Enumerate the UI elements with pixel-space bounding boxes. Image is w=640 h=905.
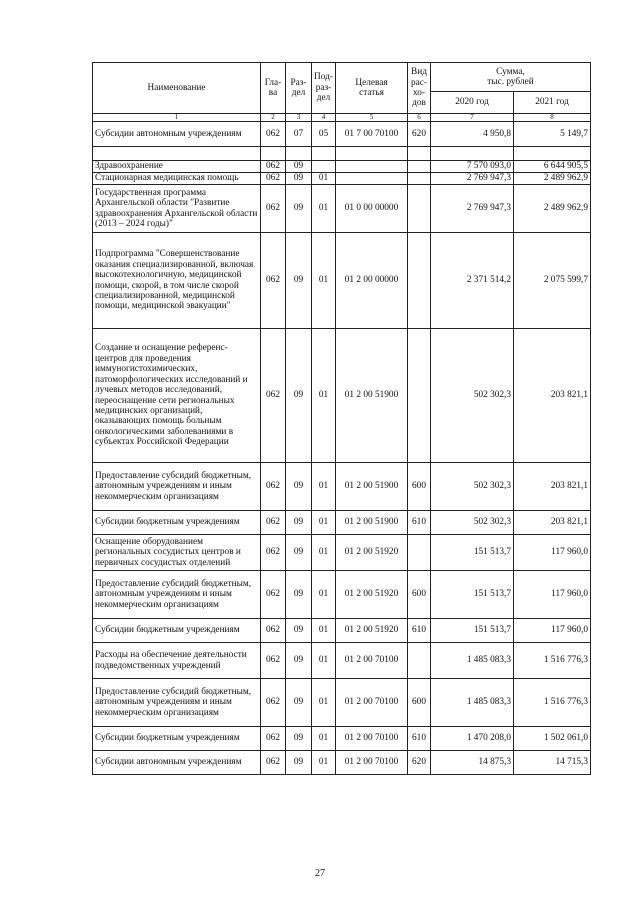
- row-amount-2021: 14 715,3: [514, 751, 591, 775]
- row-name: Субсидии автономным учреждениям: [93, 122, 261, 147]
- header-section: Раз- дел: [286, 63, 312, 114]
- row-amount-2020: 14 875,3: [431, 751, 514, 775]
- row-section: 09: [286, 571, 312, 619]
- row-section: 09: [286, 161, 312, 173]
- row-amount-2021: 117 960,0: [514, 619, 591, 643]
- row-amount-2021: 1 502 061,0: [514, 727, 591, 751]
- row-chapter: 062: [261, 679, 286, 727]
- row-subsection: 01: [312, 727, 336, 751]
- row-name: Субсидии бюджетным учреждениям: [93, 727, 261, 751]
- row-subsection: 01: [312, 535, 336, 571]
- row-target: 01 2 00 51920: [336, 571, 408, 619]
- row-subsection: 01: [312, 619, 336, 643]
- row-amount-2020: 151 513,7: [431, 571, 514, 619]
- table-row: [93, 329, 591, 463]
- row-exptype: [408, 173, 431, 185]
- row-exptype: [408, 233, 431, 329]
- row-target: 01 2 00 70100: [336, 679, 408, 727]
- column-index: 8: [514, 114, 591, 122]
- row-name: Расходы на обеспечение деятельности подведомственных учреждений: [93, 643, 261, 679]
- row-amount-2020: 4 950,8: [431, 122, 514, 147]
- row-section: 09: [286, 535, 312, 571]
- row-exptype: 620: [408, 122, 431, 147]
- row-section: 09: [286, 329, 312, 463]
- row-target: 01 2 00 70100: [336, 727, 408, 751]
- row-subsection: 01: [312, 329, 336, 463]
- row-chapter: 062: [261, 511, 286, 535]
- row-section: 07: [286, 122, 312, 147]
- header-year-2020: 2020 год: [431, 92, 514, 114]
- row-chapter: 062: [261, 122, 286, 147]
- row-target: 01 2 00 51900: [336, 329, 408, 463]
- row-subsection: 01: [312, 751, 336, 775]
- row-name: Субсидии бюджетным учреждениям: [93, 511, 261, 535]
- column-index: 5: [336, 114, 408, 122]
- row-chapter: 062: [261, 751, 286, 775]
- row-section: 09: [286, 463, 312, 511]
- row-section: 09: [286, 643, 312, 679]
- row-exptype: [408, 185, 431, 233]
- row-chapter: [261, 147, 286, 161]
- row-target: 01 7 00 70100: [336, 122, 408, 147]
- row-chapter: 062: [261, 463, 286, 511]
- table-row: [93, 727, 591, 751]
- row-section: 09: [286, 173, 312, 185]
- column-index: 4: [312, 114, 336, 122]
- row-exptype: 610: [408, 619, 431, 643]
- column-index: 1: [93, 114, 261, 122]
- row-exptype: [408, 643, 431, 679]
- row-chapter: 062: [261, 619, 286, 643]
- row-chapter: 062: [261, 329, 286, 463]
- row-chapter: 062: [261, 233, 286, 329]
- row-name: Субсидии автономным учреждениям: [93, 751, 261, 775]
- table-row: [93, 161, 591, 173]
- row-amount-2020: 502 302,3: [431, 329, 514, 463]
- row-target: 01 0 00 00000: [336, 185, 408, 233]
- row-amount-2020: 2 371 514,2: [431, 233, 514, 329]
- table-row: [93, 679, 591, 727]
- row-section: 09: [286, 511, 312, 535]
- row-chapter: 062: [261, 173, 286, 185]
- row-subsection: 01: [312, 233, 336, 329]
- row-exptype: 600: [408, 571, 431, 619]
- row-subsection: 01: [312, 511, 336, 535]
- header-amount: Сумма, тыс. рублей: [431, 63, 591, 92]
- row-amount-2020: 1 470 208,0: [431, 727, 514, 751]
- row-amount-2021: 2 489 962,9: [514, 173, 591, 185]
- row-amount-2020: 7 570 093,0: [431, 161, 514, 173]
- row-chapter: 062: [261, 643, 286, 679]
- row-amount-2021: 2 075 599,7: [514, 233, 591, 329]
- row-exptype: [408, 535, 431, 571]
- row-amount-2021: 117 960,0: [514, 571, 591, 619]
- table-row: [93, 463, 591, 511]
- row-section: 09: [286, 727, 312, 751]
- row-chapter: 062: [261, 161, 286, 173]
- header-target: Целевая статья: [336, 63, 408, 114]
- row-amount-2020: 502 302,3: [431, 463, 514, 511]
- row-name: Стационарная медицинская помощь: [93, 173, 261, 185]
- row-exptype: 620: [408, 751, 431, 775]
- row-amount-2021: 1 516 776,3: [514, 643, 591, 679]
- row-name: Предоставление субсидий бюджетным, автономным учреждениям и иным некоммерческим организациям: [93, 571, 261, 619]
- row-amount-2020: 2 769 947,3: [431, 185, 514, 233]
- row-target: 01 2 00 51920: [336, 619, 408, 643]
- row-name: Субсидии бюджетным учреждениям: [93, 619, 261, 643]
- table-row: [93, 751, 591, 775]
- row-subsection: 01: [312, 173, 336, 185]
- row-amount-2021: 117 960,0: [514, 535, 591, 571]
- column-index: 2: [261, 114, 286, 122]
- row-exptype: [408, 147, 431, 161]
- header-exptype: Вид рас- хо- дов: [408, 63, 431, 114]
- row-name: Здравоохранение: [93, 161, 261, 173]
- row-exptype: 610: [408, 511, 431, 535]
- table-row: [93, 147, 591, 161]
- row-name: Государственная программа Архангельской области "Развитие здравоохранения Архангельской области (2013 – 2024 годы)": [93, 185, 261, 233]
- page-number: 27: [315, 868, 325, 879]
- row-subsection: 01: [312, 679, 336, 727]
- table-row: [93, 619, 591, 643]
- row-target: 01 2 00 51920: [336, 535, 408, 571]
- row-section: 09: [286, 185, 312, 233]
- column-index: 3: [286, 114, 312, 122]
- row-name: Предоставление субсидий бюджетным, автономным учреждениям и иным некоммерческим организациям: [93, 679, 261, 727]
- table-row: [93, 185, 591, 233]
- row-subsection: [312, 147, 336, 161]
- table-header: [93, 63, 591, 114]
- row-amount-2020: 151 513,7: [431, 619, 514, 643]
- header-name: Наименование: [93, 63, 261, 114]
- table-row: [93, 535, 591, 571]
- column-index: 6: [408, 114, 431, 122]
- row-amount-2021: 5 149,7: [514, 122, 591, 147]
- table-row: [93, 233, 591, 329]
- row-target: 01 2 00 51900: [336, 463, 408, 511]
- row-name: Предоставление субсидий бюджетным, автономным учреждениям и иным некоммерческим организациям: [93, 463, 261, 511]
- row-amount-2020: 502 302,3: [431, 511, 514, 535]
- row-target: [336, 147, 408, 161]
- row-section: 09: [286, 619, 312, 643]
- row-section: [286, 147, 312, 161]
- row-name: Создание и оснащение референс-центров для проведения иммуногистохимических, патоморфологических исследований и лучевых методов исследований, переоснащение сети региональных медицинских организаций, оказывающих помощь больным онкологическими заболеваниями в субъектах Российской Федерации: [93, 329, 261, 463]
- header-subsection: Под- раз- дел: [312, 63, 336, 114]
- row-subsection: 01: [312, 571, 336, 619]
- row-amount-2021: 203 821,1: [514, 329, 591, 463]
- row-subsection: 01: [312, 643, 336, 679]
- row-amount-2020: [431, 147, 514, 161]
- row-name: Оснащение оборудованием региональных сосудистых центров и первичных сосудистых отделений: [93, 535, 261, 571]
- row-chapter: 062: [261, 727, 286, 751]
- header-chapter: Гла- ва: [261, 63, 286, 114]
- row-target: 01 2 00 00000: [336, 233, 408, 329]
- row-chapter: 062: [261, 185, 286, 233]
- row-amount-2020: 151 513,7: [431, 535, 514, 571]
- row-section: 09: [286, 233, 312, 329]
- budget-table: [92, 62, 591, 775]
- row-section: 09: [286, 679, 312, 727]
- row-target: 01 2 00 70100: [336, 643, 408, 679]
- row-amount-2021: 6 644 905,5: [514, 161, 591, 173]
- row-exptype: [408, 329, 431, 463]
- row-exptype: [408, 161, 431, 173]
- table-row: [93, 173, 591, 185]
- row-amount-2021: 2 489 962,9: [514, 185, 591, 233]
- row-name: [93, 147, 261, 161]
- header-year-2021: 2021 год: [514, 92, 591, 114]
- row-exptype: 610: [408, 727, 431, 751]
- row-subsection: 01: [312, 463, 336, 511]
- row-subsection: 01: [312, 185, 336, 233]
- row-target: [336, 161, 408, 173]
- table-body: [93, 114, 591, 775]
- row-subsection: [312, 161, 336, 173]
- row-subsection: 05: [312, 122, 336, 147]
- row-target: 01 2 00 51900: [336, 511, 408, 535]
- column-index: 7: [431, 114, 514, 122]
- row-section: 09: [286, 751, 312, 775]
- table-row: [93, 511, 591, 535]
- row-amount-2021: 203 821,1: [514, 511, 591, 535]
- row-amount-2020: 1 485 083,3: [431, 643, 514, 679]
- row-exptype: 600: [408, 463, 431, 511]
- row-amount-2021: 203 821,1: [514, 463, 591, 511]
- column-index-row: [93, 114, 591, 122]
- row-target: [336, 173, 408, 185]
- row-amount-2020: 1 485 083,3: [431, 679, 514, 727]
- row-chapter: 062: [261, 535, 286, 571]
- row-amount-2020: 2 769 947,3: [431, 173, 514, 185]
- row-name: Подпрограмма "Совершенствование оказания специализированной, включая высокотехнологичную, медицинской помощи, скорой, в том числе скорой специализированной, медицинской помощи, медицинской эвакуации": [93, 233, 261, 329]
- row-chapter: 062: [261, 571, 286, 619]
- row-exptype: 600: [408, 679, 431, 727]
- table-row: [93, 643, 591, 679]
- table-row: [93, 122, 591, 147]
- row-amount-2021: 1 516 776,3: [514, 679, 591, 727]
- row-amount-2021: [514, 147, 591, 161]
- row-target: 01 2 00 70100: [336, 751, 408, 775]
- table-row: [93, 571, 591, 619]
